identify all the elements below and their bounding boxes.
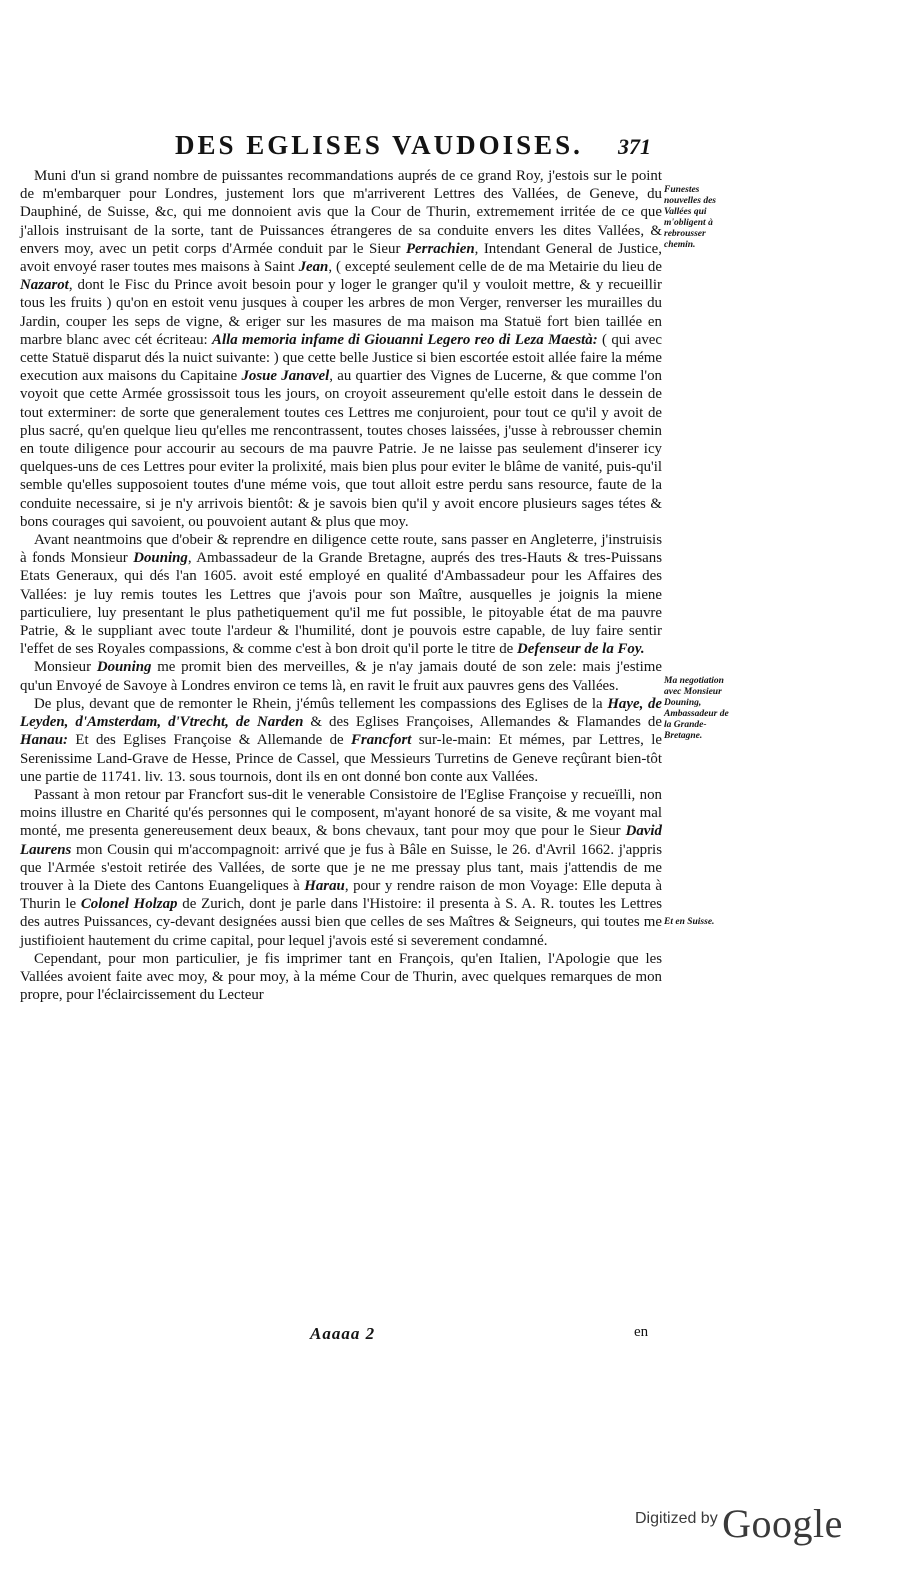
text-run: , ( excepté seulement celle de de ma Metairie du lieu de	[328, 259, 662, 276]
text-run: sur-le-main: Et mémes, par Lettres, le Serenissime Land-Grave de Hesse, Prince de Cassel, que Messieurs Turretins de Geneve reçûrant bien-tôt une partie de 11741. liv. 13. sous tournois, dont ils en ont donné bon conte aux Vallées.	[20, 732, 662, 785]
margin-note-funestes: Funestes nouvelles des Vallées qui m'obligent à rebrousser chemin.	[664, 185, 716, 250]
text-run: De plus, devant que de remonter le Rhein, j'émûs tellement les compassions des Eglises de la	[34, 695, 608, 712]
text-run: mon Cousin qui m'accompagnoit: arrivé que je fus à Bâle en Suisse, le 26. d'Avril 1662. j'appris que l'Armée s'estoit retirée des Vallées, de sorte que je ne me pressay plus tant, mais j'attendis de me trouver à la Diete des Cantons Euangeliques à	[20, 841, 662, 894]
italic-run: Colonel Holzap	[80, 896, 178, 913]
text-run: & des Eglises Françoises, Allemandes & Flamandes de	[303, 714, 662, 731]
italic-run: Harau	[304, 877, 345, 894]
page-number: 371	[618, 134, 651, 159]
running-title: DES EGLISES VAUDOISES.	[175, 130, 583, 160]
text-run: , pour y rendre raison de mon Voyage: Elle deputa à Thurin le	[20, 877, 662, 913]
italic-run: Defenseur de la Foy.	[516, 641, 645, 658]
watermark-brand: Google	[722, 1501, 843, 1546]
signature-mark: Aaaaa 2	[310, 1324, 376, 1343]
body-text	[20, 167, 662, 1004]
text-run: Et des Eglises Françoise & Allemande de	[68, 732, 351, 749]
margin-note-negotiation: Ma negotiation avec Monsieur Douning, Ambassadeur de la Grande-Bretagne.	[664, 676, 729, 741]
italic-run: Nazarot	[20, 277, 69, 294]
italic-run: Hanau:	[20, 732, 68, 749]
text-run: Avant neantmoins que d'obeir & reprendre en diligence cette route, sans passer en Angleterre, j'instruisis à fonds Monsieur	[20, 532, 662, 567]
paragraph-2	[20, 531, 662, 658]
margin-note-suisse: Et en Suisse.	[664, 917, 715, 927]
page-footer	[0, 1324, 902, 1364]
italic-run: Perrachien	[405, 240, 475, 257]
paragraph-6	[20, 950, 662, 1005]
italic-run: Alla memoria infame di Giouanni Legero reo di Leza Maestà:	[212, 331, 598, 348]
text-run: , au quartier des Vignes de Lucerne, & que comme l'on voyoit que cette Armée grossissoit tous les jours, on croyoit asseurement qu'elle estoit dans le dessein de tout exterminer: de sorte que generalement toutes ces Lettres me conjuroient, pour tout ce qu'il y avoit de plus sacré, qu'en quelque lieu qu'elles me rencontrassent, toutes choses laissées, j'usse à rebrousser chemin en toute diligence pour accourir au secours de ma pauvre Patrie. Je ne laisse pas seulement d'inserer icy quelques-uns de ces Lettres pour eviter la prolixité, mais bien plus pour eviter le blâme de vanité, puis-qu'il semble qu'elles supposoient toutes d'une méme vois, que tout alloit estre perdu sans resource, faute de la conduite necessaire, si je n'y arrivois bientôt: & je savois bien qu'il y avoit encore plusieurs sages tétes & bons courages qui savoient, ou pouvoient autant & plus que moy.	[20, 368, 662, 530]
italic-run: David Laurens	[20, 823, 662, 858]
italic-run: Francfort	[351, 732, 412, 749]
paragraph-3	[20, 658, 662, 694]
digitized-watermark	[635, 1500, 843, 1560]
italic-run: Josue Janavel	[241, 368, 330, 385]
italic-run: Jean	[298, 259, 329, 276]
italic-run: Haye, de Leyden, d'Amsterdam, d'Vtrecht, de Narden	[20, 695, 663, 731]
text-run: Muni d'un si grand nombre de puissantes recommandations auprés de ce grand Roy, j'estois sur le point de m'embarquer pour Londres, justement lors que m'arriverent Lettres des Vallées, de Geneve, du Dauphiné, de Suisse, &c, qui me donnoient avis que la Cour de Thurin, extremement irritée de ce que j'allois instruisant de la sorte, tant de Puissances étrangeres de sa conduite envers les dites Vallées, & envers moy, avec un petit corps d'Armée conduit par le Sieur	[20, 168, 662, 257]
text-run: de Zurich, dont je parle dans l'Histoire: il presenta à S. A. R. toutes les Lettres des autres Puissances, cy-devant designées aussi bien que celles de ses Maîtres & Seigneurs, qui toutes me justifioient hautement du crime capital, pour lequel j'avois esté si severement condamné.	[20, 896, 662, 949]
paragraph-4	[20, 695, 662, 786]
italic-run: Douning	[133, 550, 188, 567]
paragraph-5	[20, 786, 662, 950]
text-run: ( qui avec cette Statuë disparut dés la nuict suivante: ) que cette belle Justice si bien escortée estoit allée faire la méme execution aux maisons du Capitaine	[20, 331, 663, 385]
text-run: , dont le Fisc du Prince avoit besoin pour y loger le granger qu'il y vouloit mettre, & y recueillir tous les fruits ) qu'on en estoit venu jusques à couper les arbres de mon Verger, renverser les murailles du Jardin, couper les seps de vigne, & eriger sur les masures de ma maison ma Statuë fort bien taillée en marbre blanc avec cét écriteau:	[20, 277, 662, 348]
text-run: Monsieur	[34, 659, 97, 676]
text-run: me promit bien des merveilles, & je n'ay jamais douté de son zele: mais j'estime qu'un Envoyé de Savoye à Londres environ ce tems là, en ravit le fruit aux pauvres gens des Vallées.	[20, 659, 662, 694]
italic-run: Douning	[96, 659, 152, 676]
catchword: en	[634, 1324, 649, 1340]
paragraph-1	[20, 167, 662, 531]
text-run: , Ambassadeur de la Grande Bretagne, auprés des tres-Hauts & tres-Puissans Etats Generaux, qui dés l'an 1605. avoit esté employé en qualité d'Ambassadeur pour les Affaires des Vallées: je luy remis toutes les Lettres que j'avois pour son Maître, ausquelles je joignis la miene particuliere, luy presentant le plus pathetiquement qu'il me fut possible, le pitoyable état de ma pauvre Patrie, & le suppliant avec toute l'ardeur & l'humilité, dont je pouvois estre capable, de luy faire sentir l'effet de ses Royales compassions, & comme c'est à bon droit qu'il porte le titre de	[20, 550, 662, 658]
text-run: Passant à mon retour par Francfort sus-dit le venerable Consistoire de l'Eglise Françoise y recueïlli, non moins illustre en Charité qu'és personnes qui le composent, m'ayant honoré de sa visite, & me voyant mal monté, me presenta genereusement deux beaux, & bons chevaux, tant pour moy que pour le Sieur	[20, 786, 662, 840]
text-run: Cependant, pour mon particulier, je fis imprimer tant en François, qu'en Italien, l'Apologie que les Vallées avoient faite avec moy, & pour moy, à la méme Cour de Thurin, avec quelques remarques de mon propre, pour l'éclaircissement du Lecteur	[20, 950, 662, 1004]
text-run: , Intendant General de Justice, avoit envoyé raser toutes mes maisons à Saint	[20, 240, 662, 276]
watermark-prefix: Digitized by	[635, 1510, 718, 1527]
